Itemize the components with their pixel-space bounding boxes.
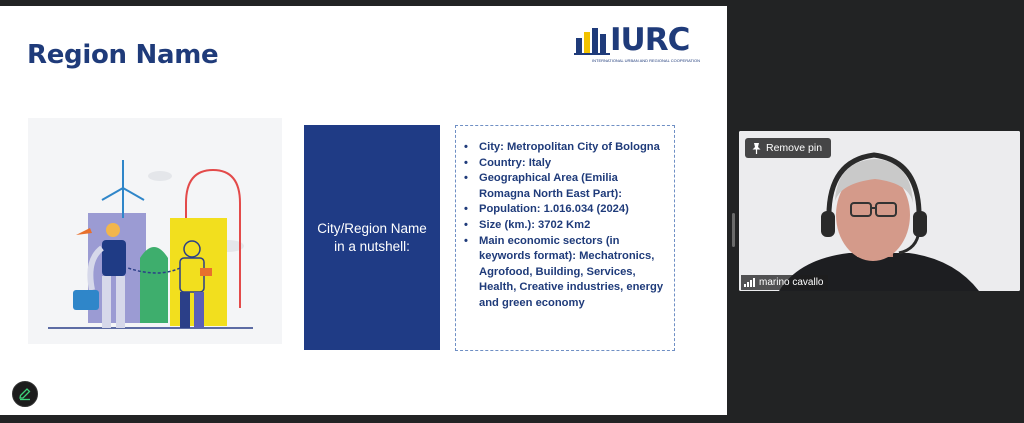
fact-economic-sectors: • Main economic sectors (in keywords format): Mechatronics, Agrofood, Building, Services, Health, Creative industries, energy and green economy xyxy=(462,234,666,312)
participant-name: marino cavallo xyxy=(759,277,824,288)
pencil-icon xyxy=(18,387,32,401)
logo-text: IURC xyxy=(610,22,690,58)
nutshell-label: City/Region Name in a nutshell: xyxy=(317,220,427,254)
panel-resize-handle[interactable] xyxy=(732,213,735,247)
nutshell-box xyxy=(304,125,440,350)
fact-geographical-area: • Geographical Area (Emilia Romagna North East Part): xyxy=(462,171,666,202)
fact-size: • Size (km.): 3702 Km2 xyxy=(462,218,666,234)
remove-pin-button[interactable] xyxy=(745,138,831,158)
logo-buildings-icon xyxy=(574,26,610,56)
pin-icon xyxy=(752,143,761,154)
fact-city: • City: Metropolitan City of Bologna xyxy=(462,140,666,156)
fact-country: • Country: Italy xyxy=(462,156,666,172)
remove-pin-label: Remove pin xyxy=(766,142,823,154)
iurc-logo xyxy=(574,22,706,68)
logo-subtitle: INTERNATIONAL URBAN AND REGIONAL COOPERATION xyxy=(592,58,701,63)
slide-title: Region Name xyxy=(27,40,219,70)
presentation-slide xyxy=(0,6,727,415)
fact-population: • Population: 1.016.034 (2024) xyxy=(462,202,666,218)
signal-bars-icon xyxy=(744,278,755,287)
participant-video-tile[interactable] xyxy=(739,131,1020,291)
facts-list xyxy=(462,140,666,312)
participant-name-tag xyxy=(741,275,828,290)
facts-box xyxy=(455,125,675,351)
annotate-button[interactable] xyxy=(12,381,38,407)
city-illustration xyxy=(28,118,282,344)
